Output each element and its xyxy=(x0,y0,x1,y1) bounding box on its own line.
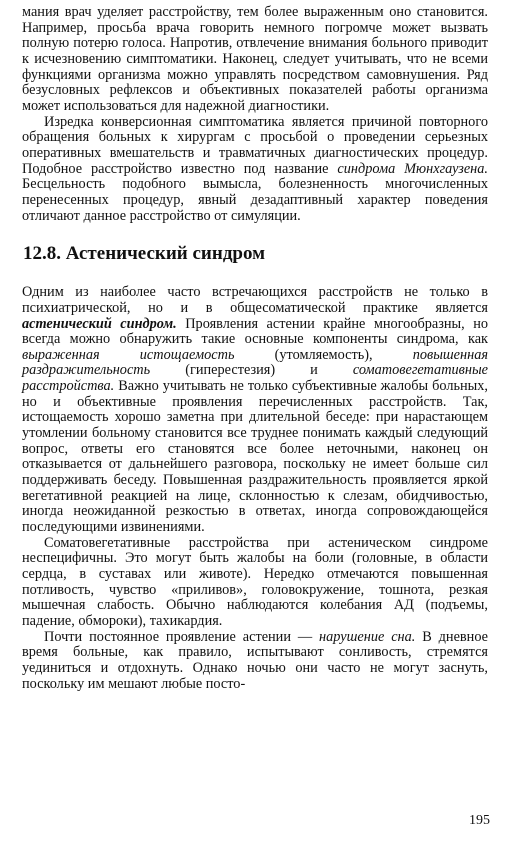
paragraph-2-italic-term: синдрома Мюнхгаузена. xyxy=(337,160,489,177)
paragraph-4: Соматовегетативные расстройства при астеническом синдроме неспецифичны. Это могут быть жалобы на боли (головные, в области сердца, в суставах или животе). Нередко отмечаются повышенная потливость, чувство «приливов», головокружение, тошнота, резкая мышечная слабость. Обычно наблюдаются колебания АД (подъемы, падение, обмороки), тахикардия. xyxy=(22,534,488,629)
section-heading: 12.8. Астенический синдром xyxy=(23,243,266,265)
paragraph-3-italic-term-3: соматовегетативные расстройства. xyxy=(22,362,488,395)
paragraph-3-text-5: Важно учитывать не только субъективные жалобы больных, но и объективные проявления перечисленных расстройств. Так, истощаемость хорошо заметна при длительной беседе: при нарастающем утомлении больному становится все труднее понимать каждый следующий вопрос, ответы его становятся все более неточными, наконец он отказывается от дальнейшего разговора, поскольку не имеет больше сил поддерживать беседу. Повышенная раздражительность проявляется яркой вегетативной реакцией на лице, склонностью к слезам, обидчивостью, иногда неожиданной резкостью в ответах, иногда сопровождающейся последующими извинениями. xyxy=(22,378,488,536)
book-page xyxy=(22,0,488,692)
paragraph-1: мания врач уделяет расстройству, тем более выраженным оно становится. Например, просьба врача говорить немного погромче может вызвать полную потерю голоса. Напротив, отвлечение внимания больного приводит к исчезновению симптоматики. Наконец, следует учитывать, что не всеми функциями организма можно управлять посредством самовнушения. Ряд безусловных рефлексов и объективных показателей работы организма может использоваться для надежной диагностики. xyxy=(22,4,488,114)
paragraph-3-italic-term-1: выраженная истощаемость xyxy=(22,346,235,363)
paragraph-3-text-4: (гиперестезия) и xyxy=(150,362,353,379)
paragraph-3-bold-term: астенический синдром. xyxy=(22,315,177,332)
paragraph-3-text-2: Проявления астении крайне многообразны, но всегда можно обнаружить такие основные компоненты синдрома, как xyxy=(22,315,488,348)
paragraph-3 xyxy=(22,285,488,536)
paragraph-5 xyxy=(22,630,488,693)
paragraph-5-text-a: Почти постоянное проявление астении — xyxy=(44,628,320,645)
paragraph-3-text-3: (утомляемость), xyxy=(234,346,413,363)
paragraph-5-italic-term: нарушение сна. xyxy=(319,628,416,645)
paragraph-2-text-b: Бесцельность подобного вымысла, болезненность многочисленных перенесенных процедур, явный дезадаптивный характер поведения отличают данное расстройство от симуляции. xyxy=(22,176,488,224)
paragraph-2 xyxy=(22,115,488,225)
paragraph-3-italic-term-2: повышенная раздражительность xyxy=(22,346,488,379)
page-number: 195 xyxy=(469,813,490,828)
paragraph-3-text-1: Одним из наиболее часто встречающихся расстройств не только в психиатрической, но и в общесоматической практике является xyxy=(22,284,488,316)
paragraph-2-text-a: Изредка конверсионная симптоматика является причиной повторного обращения больных к хирургам с просьбой о проведении серьезных оперативных вмешательств и травматичных диагностических процедур. Подобное расстройство известно под название xyxy=(22,113,488,177)
paragraph-5-text-b: В дневное время больные, как правило, испытывают сонливость, стремятся уединиться и отдохнуть. Однако ночью они часто не могут заснуть, поскольку им мешают любые посто- xyxy=(22,628,488,692)
